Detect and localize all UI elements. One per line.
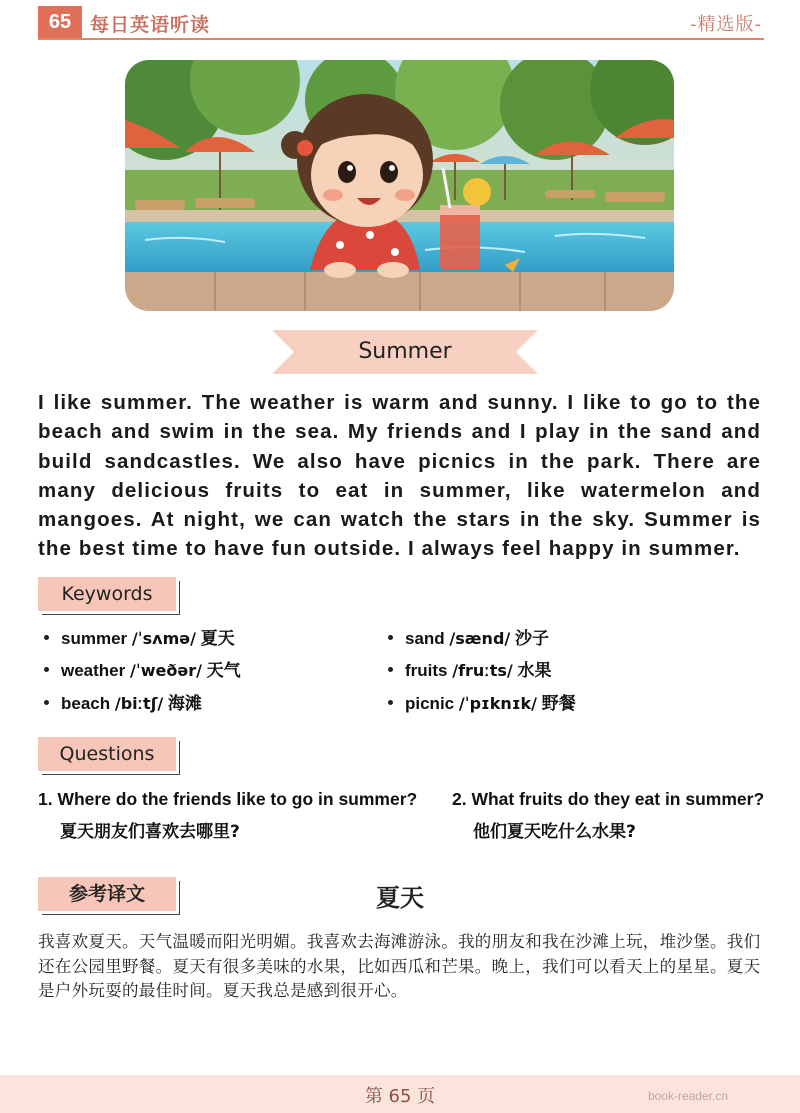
lesson-title: Summer: [358, 339, 452, 364]
keyword-item: picnic /ˈpɪknɪk/ 野餐: [388, 689, 576, 714]
watermark: book-reader.cn: [647, 1089, 728, 1103]
questions-heading: Questions: [59, 743, 155, 765]
keyword-item: sand /sænd/ 沙子: [388, 624, 549, 649]
page-footer: [0, 1075, 800, 1113]
questions-section-tab: [38, 737, 176, 771]
girl-by-pool-image: [125, 60, 674, 311]
translation-title: 夏天: [376, 883, 424, 912]
lesson-title-ribbon: [272, 330, 538, 374]
keywords-heading: Keywords: [61, 583, 153, 605]
translation-body: 我喜欢夏天。天气温暖而阳光明媚。我喜欢去海滩游泳。我的朋友和我在沙滩上玩，堆沙堡。我们还在公园里野餐。夏天有很多美味的水果，比如西瓜和芒果。晚上，我们可以看天上的星星。夏天是户外玩耍的最佳时间。夏天我总是感到很开心。: [38, 932, 761, 1000]
book-title: 每日英语听读: [90, 14, 211, 36]
question-1-translation: 夏天朋友们喜欢去哪里?: [60, 822, 240, 842]
page-number-badge: 65: [38, 6, 82, 38]
question-2-translation: 他们夏天吃什么水果?: [473, 822, 636, 842]
edition-label: -精选版-: [690, 14, 762, 35]
question-2-text: 2. What fruits do they eat in summer?: [452, 789, 765, 809]
reading-passage: I like summer. The weather is warm and sunny. I like to go to the beach and swim in the sea. My friends and I play in the sand and build sandcastles. We also have picnics in the park. There are many delicious fruits to eat in summer, like watermelon and mangoes. At night, we can watch the stars in the sky. Summer is the best time to have fun outside. I always feel happy in summer.: [38, 391, 761, 561]
translation-section-tab: [38, 877, 176, 911]
keywords-section-tab: [38, 577, 176, 611]
keyword-item: beach /biːtʃ/ 海滩: [44, 689, 202, 714]
keyword-item: summer /ˈsʌmə/ 夏天: [44, 624, 235, 649]
page-header: [38, 6, 764, 40]
keyword-item: weather /ˈweðər/ 天气: [44, 656, 241, 681]
keyword-item: fruits /fruːts/ 水果: [388, 656, 551, 681]
translation-heading: 参考译文: [68, 883, 145, 905]
footer-page-number: 第 65 页: [364, 1086, 436, 1107]
question-1-text: 1. Where do the friends like to go in summer?: [38, 789, 418, 809]
